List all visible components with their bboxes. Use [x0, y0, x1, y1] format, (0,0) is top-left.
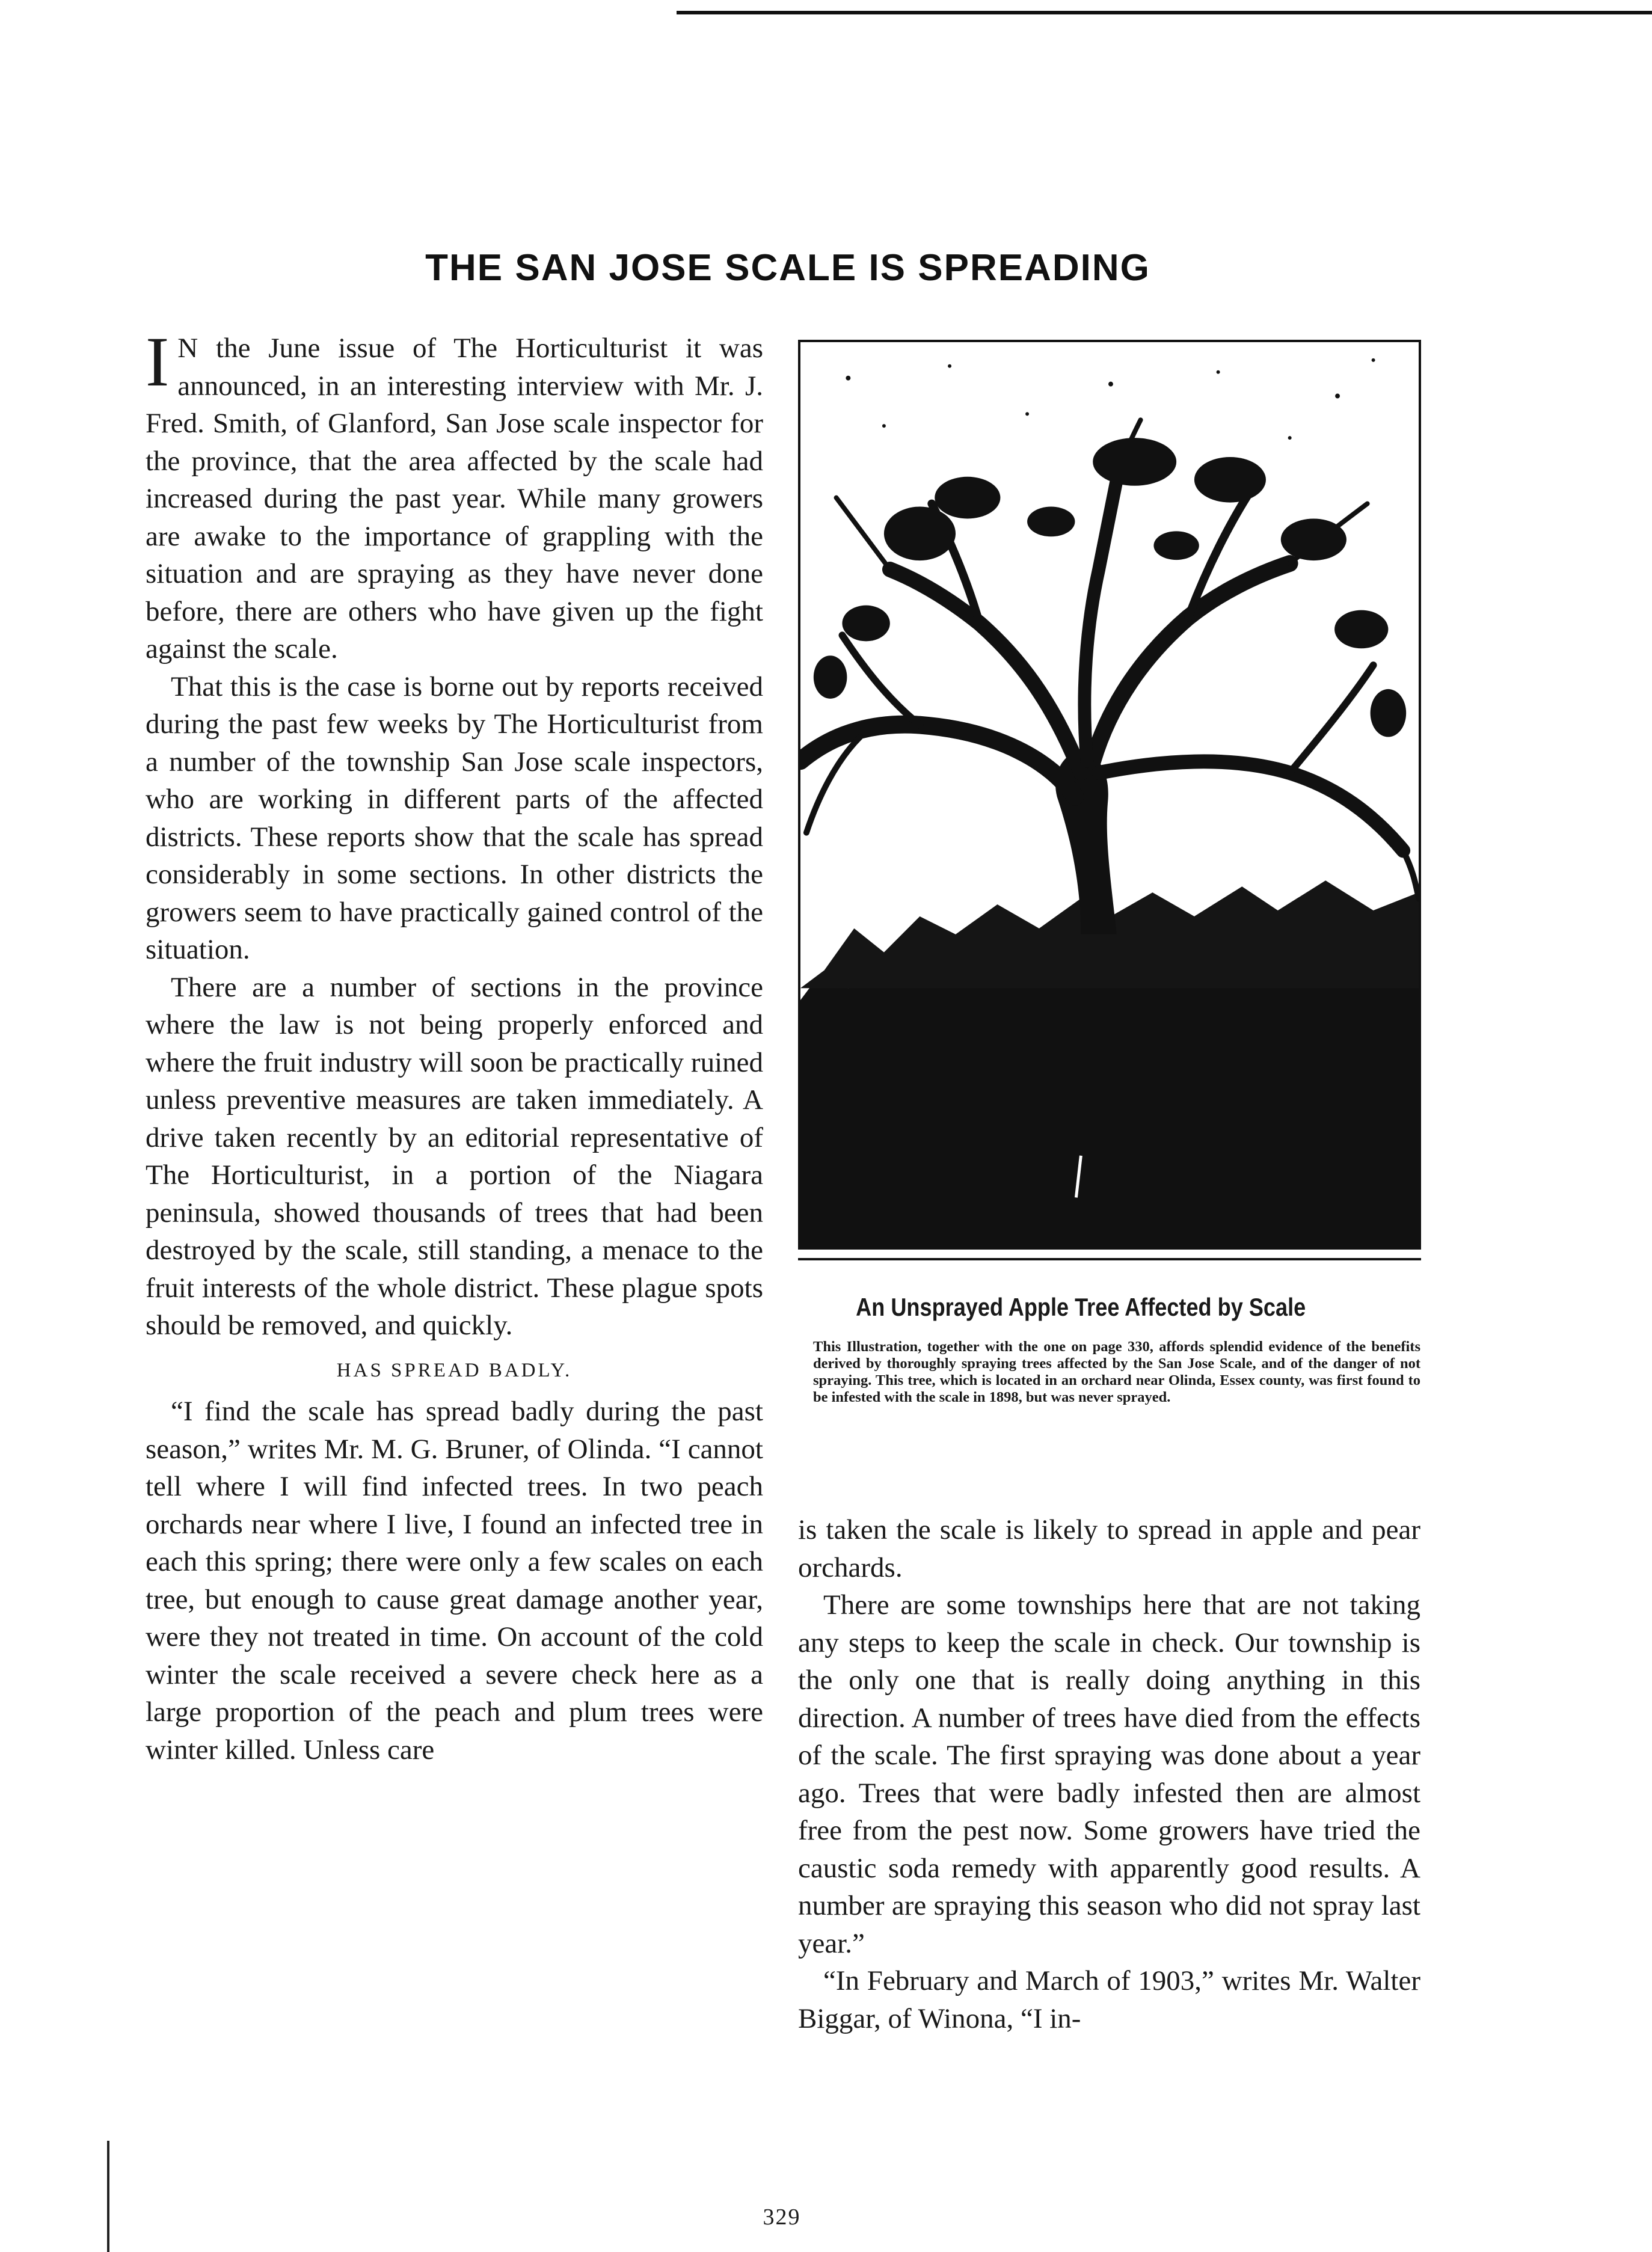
article-title: THE SAN JOSE SCALE IS SPREADING — [425, 247, 1150, 289]
paragraph-2: That this is the case is borne out by reports received during the past few weeks by The Horticulturist from a number of the township San Jose scale inspectors, who are working in different parts of the affected districts. These reports show that the scale has spread considerably in some sections. In other districts the growers seem to have practically gained control of the situation. — [146, 670, 763, 965]
figure-bottom-rule — [798, 1258, 1421, 1260]
drop-cap: I — [146, 322, 170, 401]
paragraph-3: There are a number of sections in the province where the law is not being properly enforced and where the fruit industry will soon be practically ruined unless preventive measures are taken immediately. A drive taken recently by an editorial representative of The Horticulturist, in a portion of the Niagara peninsula, showed thousands of trees that had been destroyed by the scale, still standing, a menace to the fruit interests of the whole district. These plague spots should be removed, and quickly. — [146, 971, 763, 1341]
section-subhead: HAS SPREAD BADLY. — [336, 1359, 573, 1381]
figure-caption-text: This Illustration, together with the one on page 330, affords splendid evidence of the benefits derived by thoroughly spraying trees affected by the San Jose Scale, and of the danger of not spraying. This tree, which is located in an orchard near Olinda, Essex county, was first found to be infested with the scale in 1898, but was never sprayed. — [813, 1339, 1420, 1405]
right-column — [798, 1511, 1420, 2037]
paragraph-6: There are some townships here that are not taking any steps to keep the scale in check. Our township is the only one that is really doing anything in this direction. A number of trees have died from the effects of the scale. The first spraying was done about a year ago. Trees that were badly infested then are almost free from the pest now. Some growers have tried the caustic soda remedy with apparently good results. A number are spraying this season who did not spray last year.” — [798, 1589, 1420, 1959]
left-column — [146, 322, 763, 1769]
paragraph-1 — [146, 322, 763, 668]
paragraph-5: is taken the scale is likely to spread in apple and pear orchards. — [798, 1514, 1420, 1583]
paragraph-1-text: N the June issue of The Horticulturist it was announced, in an interesting interview with Mr. J. Fred. Smith, of Glanford, San Jose scale inspector for the province, that the area affected by the scale had increased during the past year. While many growers are awake to the importance of grappling with the situation and are spraying as they have never done before, there are others who have given up the fight against the scale. — [146, 333, 763, 664]
paragraph-4: “I find the scale has spread badly during the past season,” writes Mr. M. G. Bruner, of Olinda. “I cannot tell where I will find infected trees. In two peach orchards near where I live, I found an infected tree in each this spring; there were only a few scales on each tree, but enough to cause great damage another year, were they not treated in time. On account of the cold winter the scale received a severe check here as a large proportion of the peach and plum trees were winter killed. Unless care — [146, 1396, 763, 1766]
apple-tree-illustration — [798, 340, 1421, 1250]
paragraph-7: “In February and March of 1903,” writes Mr. Walter Biggar, of Winona, “I in- — [798, 1965, 1420, 2034]
figure-caption-title: An Unsprayed Apple Tree Affected by Scale — [856, 1293, 1306, 1321]
tree-silhouette-image — [800, 342, 1419, 1247]
margin-mark — [107, 2141, 109, 2252]
page-number: 329 — [763, 2204, 801, 2230]
top-rule — [677, 11, 1652, 14]
